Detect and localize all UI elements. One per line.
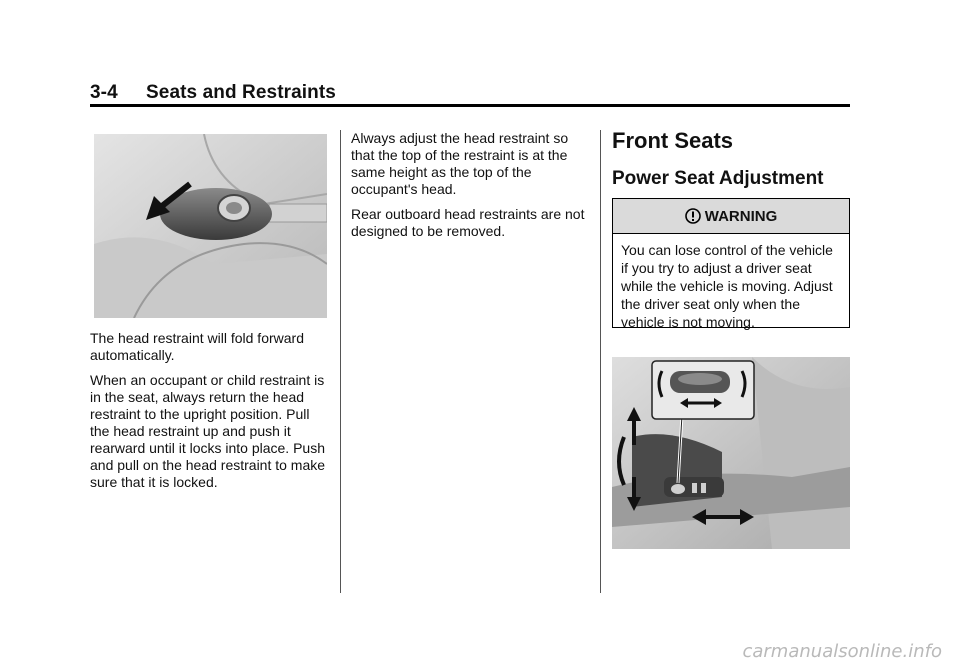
head-restraint-illustration (94, 134, 327, 318)
paragraph: Rear outboard head restraints are not designed to be removed. (351, 206, 585, 239)
column-divider-left (340, 130, 341, 593)
page-header (90, 82, 850, 104)
warning-text: You can lose control of the vehicle if you try to adjust a driver seat while the vehicle is moving. Adjust the driver seat only when the vehicle is not moving. (621, 242, 833, 330)
power-seat-controls-illustration (612, 357, 850, 549)
paragraph: Always adjust the head restraint so that the top of the restraint is at the same height as the top of the occupant's head. (351, 130, 569, 197)
warning-label: WARNING (704, 207, 778, 225)
warning-box (612, 198, 850, 328)
watermark: carmanualsonline.info (742, 641, 942, 662)
left-column-text (90, 330, 330, 499)
subsection-title: Power Seat Adjustment (612, 168, 824, 189)
warning-header (613, 199, 849, 234)
warning-icon (685, 208, 701, 224)
column-divider-right (600, 130, 601, 593)
section-title: Front Seats (612, 128, 734, 153)
paragraph: The head restraint will fold forward automatically. (90, 330, 304, 363)
middle-column-text (351, 130, 591, 248)
paragraph: When an occupant or child restraint is in the seat, always return the head restraint to the upright position. Pull the head restraint up and push it rearward until it locks into place. Push and pull on the head restraint to make sure that it is locked. (90, 372, 326, 490)
chapter-title: Seats and Restraints (146, 82, 336, 103)
header-rule (90, 104, 850, 107)
page-number: 3-4 (90, 82, 118, 103)
